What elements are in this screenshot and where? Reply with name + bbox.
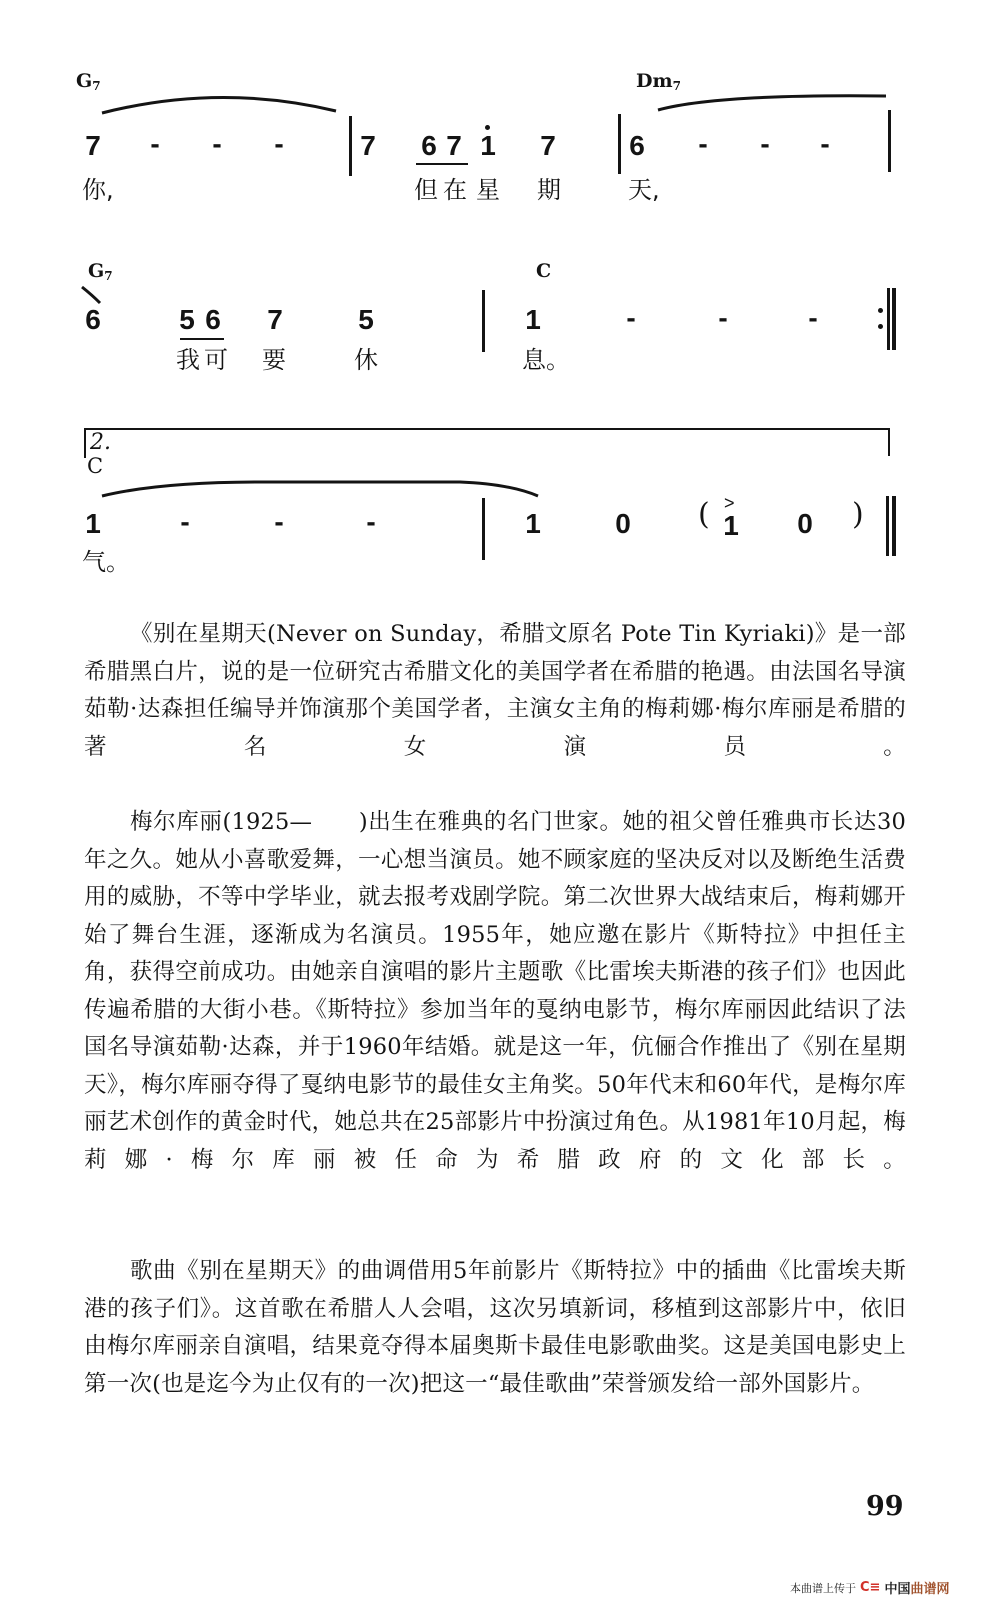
article-body xyxy=(84,1253,906,1403)
volta-ending-number: 2. xyxy=(90,430,111,455)
eighth-underline xyxy=(416,163,468,165)
dash: - xyxy=(820,128,830,159)
note: 5 xyxy=(358,304,374,335)
lyric: 在 xyxy=(443,176,467,204)
note: 5 xyxy=(179,304,195,335)
barline xyxy=(482,290,485,352)
lyric: 期 xyxy=(537,176,561,204)
lyric: 息。 xyxy=(522,346,570,374)
dash: - xyxy=(150,128,160,159)
slur-arc xyxy=(100,478,540,500)
article-body xyxy=(84,616,906,766)
lyric: 星 xyxy=(476,176,500,204)
chord-c: C xyxy=(87,454,104,478)
dash: - xyxy=(718,302,728,333)
dash: - xyxy=(626,302,636,333)
paren-open: ( xyxy=(698,497,710,532)
note: 1 xyxy=(85,508,101,539)
lyric: 天, xyxy=(628,176,660,204)
repeat-dot xyxy=(878,308,883,313)
lyric: 要 xyxy=(262,346,286,374)
dash: - xyxy=(698,128,708,159)
volta-bracket-left xyxy=(84,428,86,458)
repeat-barline-thin xyxy=(887,288,890,350)
chord-dm7: $Dm_7$ xyxy=(636,70,681,93)
lyric: 你, xyxy=(82,176,114,204)
note: 7 xyxy=(540,130,556,161)
volta-bracket-right xyxy=(888,428,890,456)
lyric: 可 xyxy=(204,346,228,374)
paragraph: 《别在星期天(Never on Sunday，希腊文原名 Pote Tin Kyriaki)》是一部希腊黑白片，说的是一位研究古希腊文化的美国学者在希腊的艳遇。由法国名导演茹勒·达森担任编导并饰演那个美国学者，主演女主角的梅莉娜·梅尔库丽是希腊的著名女演员。 xyxy=(84,621,906,760)
repeat-barline-thick xyxy=(892,288,896,350)
volta-bracket xyxy=(84,428,890,430)
note-rest: 0 xyxy=(797,508,813,539)
watermark-prefix: 本曲谱上传于 xyxy=(790,1581,856,1595)
note: 7 xyxy=(85,130,101,161)
page-number: 99 xyxy=(866,1491,904,1522)
barline xyxy=(888,110,891,172)
paragraph: 梅尔库丽(1925— )出生在雅典的名门世家。她的祖父曾任雅典市长达30年之久。她从小喜歌爱舞，一心想当演员。她不顾家庭的坚决反对以及断绝生活费用的威胁，不等中学毕业，就去报考戏剧学院。第二次世界大战结束后，梅莉娜开始了舞台生涯，逐渐成为名演员。1955年，她应邀在影片《斯特拉》中担任主角，获得空前成功。由她亲自演唱的影片主题歌《比雷埃夫斯港的孩子们》也因此传遍希腊的大街小巷。《斯特拉》参加当年的戛纳电影节，梅尔库丽因此结识了法国名导演茹勒·达森，并于1960年结婚。就是这一年，伉俪合作推出了《别在星期天》，梅尔库丽夺得了戛纳电影节的最佳女主角奖。50年代末和60年代，是梅尔库丽艺术创作的黄金时代，她总共在25部影片中扮演过角色。从1981年10月起，梅莉娜·梅尔库丽被任命为希腊政府的文化部长。 xyxy=(84,809,906,1173)
note: 1 xyxy=(525,508,541,539)
chord-c: C xyxy=(536,260,552,282)
dash: - xyxy=(760,128,770,159)
site-name-part2: 曲谱网 xyxy=(910,1582,950,1597)
barline xyxy=(349,116,352,176)
barline xyxy=(618,114,621,174)
dash: - xyxy=(274,506,284,537)
dash: - xyxy=(274,128,284,159)
watermark xyxy=(790,1578,949,1597)
note-high: 1 xyxy=(480,130,496,161)
chord-g7: $G_7$ xyxy=(76,70,101,93)
chord-g7: $G_7$ xyxy=(88,260,113,283)
lyric: 我 xyxy=(176,346,200,374)
eighth-underline xyxy=(180,338,224,340)
note-rest: 0 xyxy=(615,508,631,539)
note: 7 xyxy=(446,130,462,161)
note: 6 xyxy=(421,130,437,161)
dash: - xyxy=(180,506,190,537)
dash: - xyxy=(808,302,818,333)
slur-arc xyxy=(656,90,888,112)
paragraph: 歌曲《别在星期天》的曲调借用5年前影片《斯特拉》中的插曲《比雷埃夫斯港的孩子们》。这首歌在希腊人人会唱，这次另填新词，移植到这部影片中，依旧由梅尔库丽亲自演唱，结果竟夺得本届奥斯卡最佳电影歌曲奖。这是美国电影史上第一次(也是迄今为止仅有的一次)把这一“最佳歌曲”荣誉颁发给一部外国影片。 xyxy=(84,1258,906,1397)
slur-arc xyxy=(100,93,340,117)
repeat-dot xyxy=(878,324,883,329)
note: 7 xyxy=(267,304,283,335)
note: 6 xyxy=(629,130,645,161)
lyric: 休 xyxy=(354,346,378,374)
site-logo-icon: C≡ xyxy=(860,1580,881,1595)
accent-mark: > xyxy=(724,493,735,513)
site-name-part1: 中国 xyxy=(884,1582,911,1597)
note: 7 xyxy=(360,130,376,161)
note: 6 xyxy=(85,304,101,335)
lyric: 但 xyxy=(414,176,438,204)
dash: - xyxy=(366,506,376,537)
final-barline-thin xyxy=(886,496,889,556)
note: 6 xyxy=(205,304,221,335)
note: 1 xyxy=(525,304,541,335)
octave-dot-above xyxy=(485,125,490,130)
paren-close: ) xyxy=(852,497,864,532)
article-body xyxy=(84,804,906,1179)
note-high: 1 xyxy=(723,510,739,541)
final-barline-thick xyxy=(892,496,896,556)
lyric: 气。 xyxy=(82,548,130,576)
barline xyxy=(482,498,485,560)
dash: - xyxy=(212,128,222,159)
